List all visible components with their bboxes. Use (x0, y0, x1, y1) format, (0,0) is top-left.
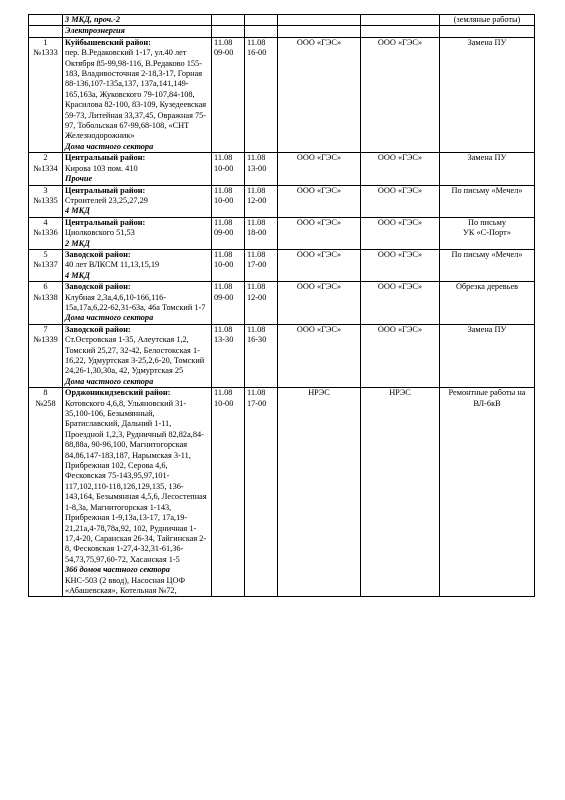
executor: ООО «ГЭС» (377, 249, 423, 259)
end-time: 18-00 (247, 228, 267, 238)
row-index: 8 (43, 388, 48, 398)
executor-cell (361, 37, 440, 152)
start-date: 11.08 (214, 249, 233, 259)
address-cell (63, 217, 212, 249)
start-cell (212, 37, 245, 152)
address-list: Котовского 4,6,8, Ульяновский 31-35,100-106, Безымянный, Братиславский, Дальний 1-11, Проездной 1,2,3, Рудничный 82,82а,84-88,88а, 90-96,100, Магнитогорская 84,86,147-183,187, Нарымская 3-11, Прибрежная 102, Серова 4,6, Фесковская 75-143,95,97,101-117,102,110-118,126,129,135, 136-143,164, Безымянная 4,5,6, Лесостепная 1-8,3а, Магнитогорская 1-143, Прибрежная 1-9,13а,13-17, 17а,19-21,21а,4-78,78а,92, 102, Рудничная 1-17,4-20, Саранская 26-34, Тайгинская 2-8, Фесковская 1-27,4-32,31-61,36-54,73,75,97,60-72, Хасанская 1-5 (65, 398, 207, 564)
work-cell (440, 324, 535, 387)
address-cell (63, 324, 212, 387)
address-cell (63, 153, 212, 185)
executor-cell (361, 249, 440, 281)
end-cell (245, 185, 278, 217)
end-cell (245, 153, 278, 185)
work-description: Ремонтные работы на (448, 388, 526, 398)
row-index: 1 (43, 37, 48, 47)
executor: ООО «ГЭС» (377, 153, 423, 163)
row-id: №1336 (33, 228, 58, 238)
table-row (29, 217, 535, 249)
address-cell (63, 282, 212, 325)
district-name: Центральный район: (65, 185, 146, 195)
organization-cell (278, 282, 361, 325)
row-id: №1338 (33, 292, 58, 302)
start-cell (212, 249, 245, 281)
end-date: 11.08 (247, 282, 266, 292)
row-index: 3 (43, 185, 48, 195)
table-row (29, 324, 535, 387)
organization: ООО «ГЭС» (296, 249, 342, 259)
end-date: 11.08 (247, 324, 266, 334)
top-row-work: (земляные работы) (440, 15, 535, 26)
executor-cell (361, 217, 440, 249)
building-type: 4 МКД (65, 206, 90, 216)
row-number-cell (29, 217, 63, 249)
start-date: 11.08 (214, 37, 233, 47)
work-cell (440, 153, 535, 185)
organization-cell (278, 324, 361, 387)
address-list: Кирова 103 пом. 410 (65, 163, 138, 173)
address-list: Ст.Островская 1-35, Алеутская 1,2, Томский 25,27, 32-42, Белостокская 1-16,22, Удмуртская 3-25,2,6-20, Томский 24,26-1,30,30а, 42, Удмуртская 25 (65, 335, 205, 376)
address-cell (63, 37, 212, 152)
top-row-title: 3 МКД, проч.-2 (63, 15, 212, 26)
start-date: 11.08 (214, 153, 233, 163)
row-number-cell (29, 185, 63, 217)
row-id: №1339 (33, 335, 58, 345)
row-index: 7 (43, 324, 48, 334)
address-list: Строителей 23,25,27,29 (65, 195, 148, 205)
end-cell (245, 249, 278, 281)
end-date: 11.08 (247, 217, 266, 227)
district-name: Центральный район: (65, 217, 146, 227)
row-number-cell (29, 324, 63, 387)
executor: ООО «ГЭС» (377, 217, 423, 227)
table-row (29, 37, 535, 152)
start-time: 09-00 (214, 48, 234, 58)
executor-cell (361, 282, 440, 325)
organization: НРЭС (308, 388, 330, 398)
organization-cell (278, 37, 361, 152)
row-id: №1335 (33, 195, 58, 205)
row-id: №1334 (33, 163, 58, 173)
work-description: Обрезка деревьев (455, 282, 519, 292)
start-time: 09-00 (214, 228, 234, 238)
district-name: Заводской район: (65, 324, 131, 334)
work-description: УК «С-Порт» (463, 228, 511, 238)
executor: НРЭС (389, 388, 411, 398)
building-type: Дома частного сектора (65, 313, 154, 323)
work-cell (440, 37, 535, 152)
end-time: 12-00 (247, 292, 267, 302)
building-type: Дома частного сектора (65, 376, 154, 386)
work-description: По письму «Мечел» (451, 185, 523, 195)
table-row (29, 282, 535, 325)
end-time: 12-00 (247, 195, 267, 205)
start-cell (212, 388, 245, 597)
start-date: 11.08 (214, 324, 233, 334)
work-description: ВЛ-6кВ (473, 398, 501, 408)
row-index: 2 (43, 153, 48, 163)
district-name: Заводской район: (65, 249, 131, 259)
organization-cell (278, 249, 361, 281)
district-name: Заводской район: (65, 282, 131, 292)
district-name: Орджоникидзевский район: (65, 388, 171, 398)
table-row (29, 249, 535, 281)
row-id: №1337 (33, 260, 58, 270)
extra-objects: КНС-503 (2 ввод), Насосная ЦОФ «Абашевская», Котельная №72, (65, 575, 186, 595)
executor-cell (361, 388, 440, 597)
executor-cell (361, 324, 440, 387)
end-date: 11.08 (247, 153, 266, 163)
outage-table (28, 14, 535, 597)
organization-cell (278, 185, 361, 217)
district-name: Центральный район: (65, 153, 146, 163)
start-time: 10-00 (214, 195, 234, 205)
end-cell (245, 282, 278, 325)
address-cell (63, 185, 212, 217)
row-number-cell (29, 388, 63, 597)
end-time: 17-00 (247, 398, 267, 408)
end-time: 17-00 (247, 260, 267, 270)
work-description: По письму «Мечел» (451, 249, 523, 259)
building-type: Прочие (65, 174, 93, 184)
work-cell (440, 282, 535, 325)
start-date: 11.08 (214, 185, 233, 195)
end-cell (245, 217, 278, 249)
start-cell (212, 217, 245, 249)
address-list: 40 лет ВЛКСМ 11,13,15,19 (65, 260, 160, 270)
executor-cell (361, 185, 440, 217)
executor: ООО «ГЭС» (377, 185, 423, 195)
end-cell (245, 388, 278, 597)
executor-cell (361, 153, 440, 185)
end-date: 11.08 (247, 185, 266, 195)
address-list: пер. В.Редаковский 1-17, ул.40 лет Октября 85-99,98-116, В.Редаково 155-183, Владивосточная 2-18,3-17, Горная 88-136,107-135а,137, 137а,141,149-165,163а, Жуковского 79-107,84-108, Красилова 82-100, 83-109, Кузедеевская 59-73, Литейная 33,37,45, Овражная 75-97, Тобольская 67-99,68-108, «СНТ Железнодорожник» (65, 48, 207, 141)
end-time: 16-00 (247, 48, 267, 58)
organization: ООО «ГЭС» (296, 185, 342, 195)
end-time: 13-00 (247, 163, 267, 173)
row-number-cell (29, 37, 63, 152)
end-date: 11.08 (247, 249, 266, 259)
start-time: 13-30 (214, 335, 234, 345)
start-time: 10-00 (214, 398, 234, 408)
organization-cell (278, 153, 361, 185)
organization-cell (278, 217, 361, 249)
work-cell (440, 249, 535, 281)
organization: ООО «ГЭС» (296, 153, 342, 163)
start-cell (212, 324, 245, 387)
table-body (29, 37, 535, 597)
executor: ООО «ГЭС» (377, 37, 423, 47)
end-cell (245, 37, 278, 152)
start-time: 10-00 (214, 260, 234, 270)
end-cell (245, 324, 278, 387)
start-date: 11.08 (214, 217, 233, 227)
building-type: 2 МКД (65, 238, 90, 248)
end-date: 11.08 (247, 388, 266, 398)
row-number-cell (29, 282, 63, 325)
end-time: 16-30 (247, 335, 267, 345)
row-number-cell (29, 249, 63, 281)
work-description: Замена ПУ (467, 324, 507, 334)
work-cell (440, 185, 535, 217)
work-cell (440, 388, 535, 597)
work-cell (440, 217, 535, 249)
address-cell (63, 388, 212, 597)
start-cell (212, 282, 245, 325)
row-id: №1333 (33, 48, 58, 58)
start-date: 11.08 (214, 282, 233, 292)
organization: ООО «ГЭС» (296, 37, 342, 47)
address-list: Клубная 2,3а,4,6,10-166,116-15а,17а,6,22-62,31-63а, 46а Томский 1-7 (65, 292, 206, 312)
row-number-cell (29, 153, 63, 185)
work-description: По письму (468, 217, 506, 227)
section-row (29, 26, 535, 37)
table-row (29, 153, 535, 185)
table-row (29, 185, 535, 217)
row-index: 5 (43, 249, 48, 259)
work-description: Замена ПУ (467, 153, 507, 163)
address-list: Циолковского 51,53 (65, 228, 135, 238)
executor: ООО «ГЭС» (377, 324, 423, 334)
start-date: 11.08 (214, 388, 233, 398)
section-title: Электроэнергия (63, 26, 212, 37)
building-type: Дома частного сектора (65, 141, 154, 151)
start-time: 09-00 (214, 292, 234, 302)
organization: ООО «ГЭС» (296, 324, 342, 334)
start-cell (212, 153, 245, 185)
row-index: 4 (43, 217, 48, 227)
building-type: 366 домов частного сектора (65, 565, 170, 575)
row-index: 6 (43, 282, 48, 292)
start-cell (212, 185, 245, 217)
start-time: 10-00 (214, 163, 234, 173)
district-name: Куйбышевский район: (65, 37, 151, 47)
row-id: №258 (35, 398, 56, 408)
building-type: 4 МКД (65, 270, 90, 280)
top-row (29, 15, 535, 26)
executor: ООО «ГЭС» (377, 282, 423, 292)
organization: ООО «ГЭС» (296, 282, 342, 292)
table-row (29, 388, 535, 597)
address-cell (63, 249, 212, 281)
end-date: 11.08 (247, 37, 266, 47)
work-description: Замена ПУ (467, 37, 507, 47)
organization: ООО «ГЭС» (296, 217, 342, 227)
organization-cell (278, 388, 361, 597)
